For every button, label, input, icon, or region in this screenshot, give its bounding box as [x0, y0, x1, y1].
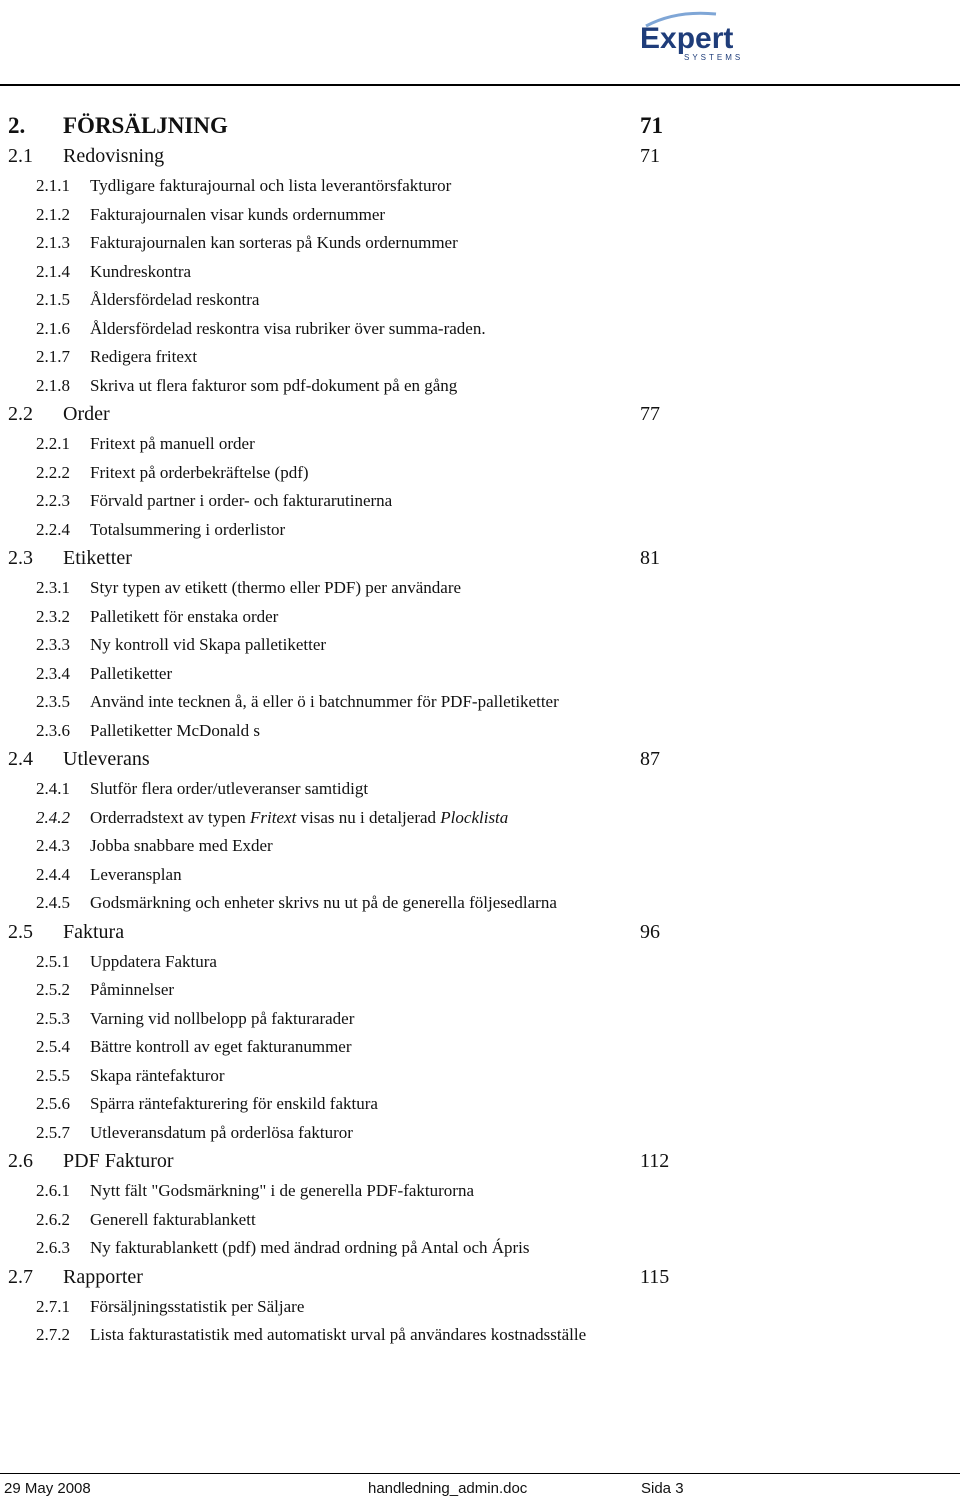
toc-title: Fakturajournalen visar kunds ordernummer: [90, 204, 386, 224]
toc-title: Ny fakturablankett (pdf) med ändrad ordning på Antal och Ápris: [90, 1238, 530, 1257]
toc-number: 2.2.2: [36, 462, 70, 482]
header-rule: [0, 84, 960, 86]
toc-title: Styr typen av etikett (thermo eller PDF) per användare: [90, 578, 462, 597]
toc-title: FÖRSÄLJNING: [63, 113, 228, 138]
toc-number: 2.5.5: [36, 1065, 70, 1085]
toc-title: Bättre kontroll av eget fakturanummer: [90, 1037, 352, 1056]
toc-number: 2.5.6: [36, 1094, 70, 1113]
toc-number: 2.3: [8, 547, 33, 569]
toc-number: 2.1.1: [36, 176, 70, 195]
toc-title: Ny kontroll vid Skapa palletiketter: [90, 635, 327, 654]
toc-number: 2.3.5: [36, 692, 70, 711]
toc-page-number: 77: [640, 403, 660, 425]
toc-title: Använd inte tecknen å, ä eller ö i batchnummer för PDF-palletiketter: [90, 692, 559, 711]
toc-page-number: 71: [640, 145, 660, 167]
toc-title: Generell fakturablankett: [90, 1209, 256, 1229]
toc-page-number: 115: [640, 1265, 670, 1288]
toc-number: 2.3.6: [36, 720, 70, 740]
toc-number: 2.5.1: [36, 951, 70, 971]
expert-systems-logo: [636, 8, 756, 64]
toc-title: Palletiketter: [90, 663, 173, 683]
toc-number: 2.1.2: [36, 204, 70, 224]
toc-title-part: Fritext: [250, 807, 297, 827]
toc-title: Jobba snabbare med Exder: [90, 836, 273, 855]
toc-title: Utleveransdatum på orderlösa fakturor: [90, 1122, 353, 1142]
toc-title: Fritext på manuell order: [90, 434, 255, 453]
toc-number: 2.2.1: [36, 434, 70, 453]
toc-title: Skapa räntefakturor: [90, 1065, 225, 1085]
toc-page-number: 112: [640, 1150, 670, 1172]
toc-number: 2.3.4: [36, 663, 70, 683]
toc-title: Skriva ut flera fakturor som pdf-dokument på en gång: [90, 375, 458, 395]
toc-number: 2.4.5: [36, 893, 70, 912]
toc-title: Order: [63, 403, 110, 425]
toc-number: 2.6.3: [36, 1238, 70, 1257]
toc-number: 2.2: [8, 403, 33, 425]
toc-title: Faktura: [63, 920, 125, 943]
toc-title: Redigera fritext: [90, 347, 198, 366]
toc-title-part: Orderradstext av typen: [90, 807, 251, 827]
toc-page-number: 71: [640, 113, 663, 138]
toc-number: 2.4.4: [36, 864, 70, 884]
toc-number: 2.6: [8, 1150, 33, 1172]
toc-number: 2.1.3: [36, 233, 70, 252]
toc-title: Totalsummering i orderlistor: [90, 519, 286, 539]
toc-number: 2.3.1: [36, 578, 70, 597]
toc-number: 2.7.2: [36, 1325, 70, 1344]
toc-number: 2.1.4: [36, 261, 70, 281]
toc-number: 2.5.7: [36, 1122, 70, 1142]
toc-title: Spärra räntefakturering för enskild faktura: [90, 1094, 378, 1113]
toc-title: Påminnelser: [90, 980, 175, 999]
footer-filename: handledning_admin.doc: [368, 1480, 528, 1497]
toc-title: Varning vid nollbelopp på fakturarader: [90, 1008, 355, 1028]
toc-title: Redovisning: [63, 145, 165, 167]
toc-title: Åldersfördelad reskontra: [90, 290, 260, 309]
toc-title: Godsmärkning och enheter skrivs nu ut på de generella följesedlarna: [90, 893, 557, 912]
logo-word: Expert: [640, 22, 734, 55]
toc-number: 2.5: [8, 920, 33, 943]
toc-page-number: 96: [640, 920, 660, 943]
toc-title-part: Plocklista: [440, 807, 509, 827]
footer-page-number: Sida 3: [641, 1480, 684, 1497]
toc-title: Nytt fält "Godsmärkning" i de generella PDF-fakturorna: [90, 1181, 475, 1200]
footer-date: 29 May 2008: [4, 1480, 91, 1497]
toc-number: 2.2.4: [36, 519, 70, 539]
toc-number: 2.2.3: [36, 491, 70, 510]
toc-number: 2.4.1: [36, 779, 70, 798]
toc-title: Palletikett för enstaka order: [90, 606, 279, 626]
toc-number: 2.4.3: [36, 836, 70, 855]
toc-title: Leveransplan: [90, 864, 182, 884]
toc-title: PDF Fakturor: [63, 1150, 174, 1172]
toc-page-number: 87: [640, 748, 660, 770]
toc-page-number: 81: [640, 547, 660, 569]
toc-number: 2.6.1: [36, 1181, 70, 1200]
toc-title: Slutför flera order/utleveranser samtidigt: [90, 779, 369, 798]
toc-number: 2.1.8: [36, 375, 70, 395]
toc-number: 2.: [8, 113, 26, 138]
toc-title: Uppdatera Faktura: [90, 951, 217, 971]
toc-title-part: visas nu i detaljerad: [296, 807, 441, 827]
toc-number: 2.5.3: [36, 1008, 70, 1028]
toc-title: Åldersfördelad reskontra visa rubriker över summa-raden.: [90, 318, 486, 338]
toc-title: Etiketter: [63, 547, 132, 569]
toc-title: Palletiketter McDonald s: [90, 720, 260, 740]
toc-number: 2.3.2: [36, 606, 70, 626]
logo-subtitle: SYSTEMS: [684, 53, 744, 62]
toc-number: 2.1.6: [36, 318, 70, 338]
toc-title: Utleverans: [63, 748, 150, 770]
toc-number: 2.3.3: [36, 635, 70, 654]
toc-number: 2.7.1: [36, 1296, 70, 1316]
toc-title: Rapporter: [63, 1265, 143, 1288]
toc-number: 2.1.7: [36, 347, 70, 366]
toc-title: Fritext på orderbekräftelse (pdf): [90, 462, 309, 482]
toc-number: 2.5.2: [36, 980, 70, 999]
toc-number: 2.6.2: [36, 1209, 70, 1229]
toc-title: Förvald partner i order- och fakturarutinerna: [90, 491, 393, 510]
toc-number: 2.1: [8, 145, 33, 167]
toc-number: 2.5.4: [36, 1037, 70, 1056]
toc-title: [90, 808, 508, 828]
toc-title: Försäljningsstatistik per Säljare: [90, 1296, 305, 1316]
toc-title: Tydligare fakturajournal och lista leverantörsfakturor: [90, 176, 452, 195]
toc-title: Fakturajournalen kan sorteras på Kunds ordernummer: [90, 233, 458, 252]
toc-title: Kundreskontra: [90, 261, 192, 281]
toc-number: 2.7: [8, 1265, 33, 1288]
footer-rule: [0, 1473, 960, 1474]
toc-number: 2.4: [8, 748, 33, 770]
toc-number: 2.1.5: [36, 290, 70, 309]
toc-number: 2.4.2: [36, 807, 70, 827]
toc-title: Lista fakturastatistik med automatiskt urval på användares kostnadsställe: [90, 1325, 587, 1344]
